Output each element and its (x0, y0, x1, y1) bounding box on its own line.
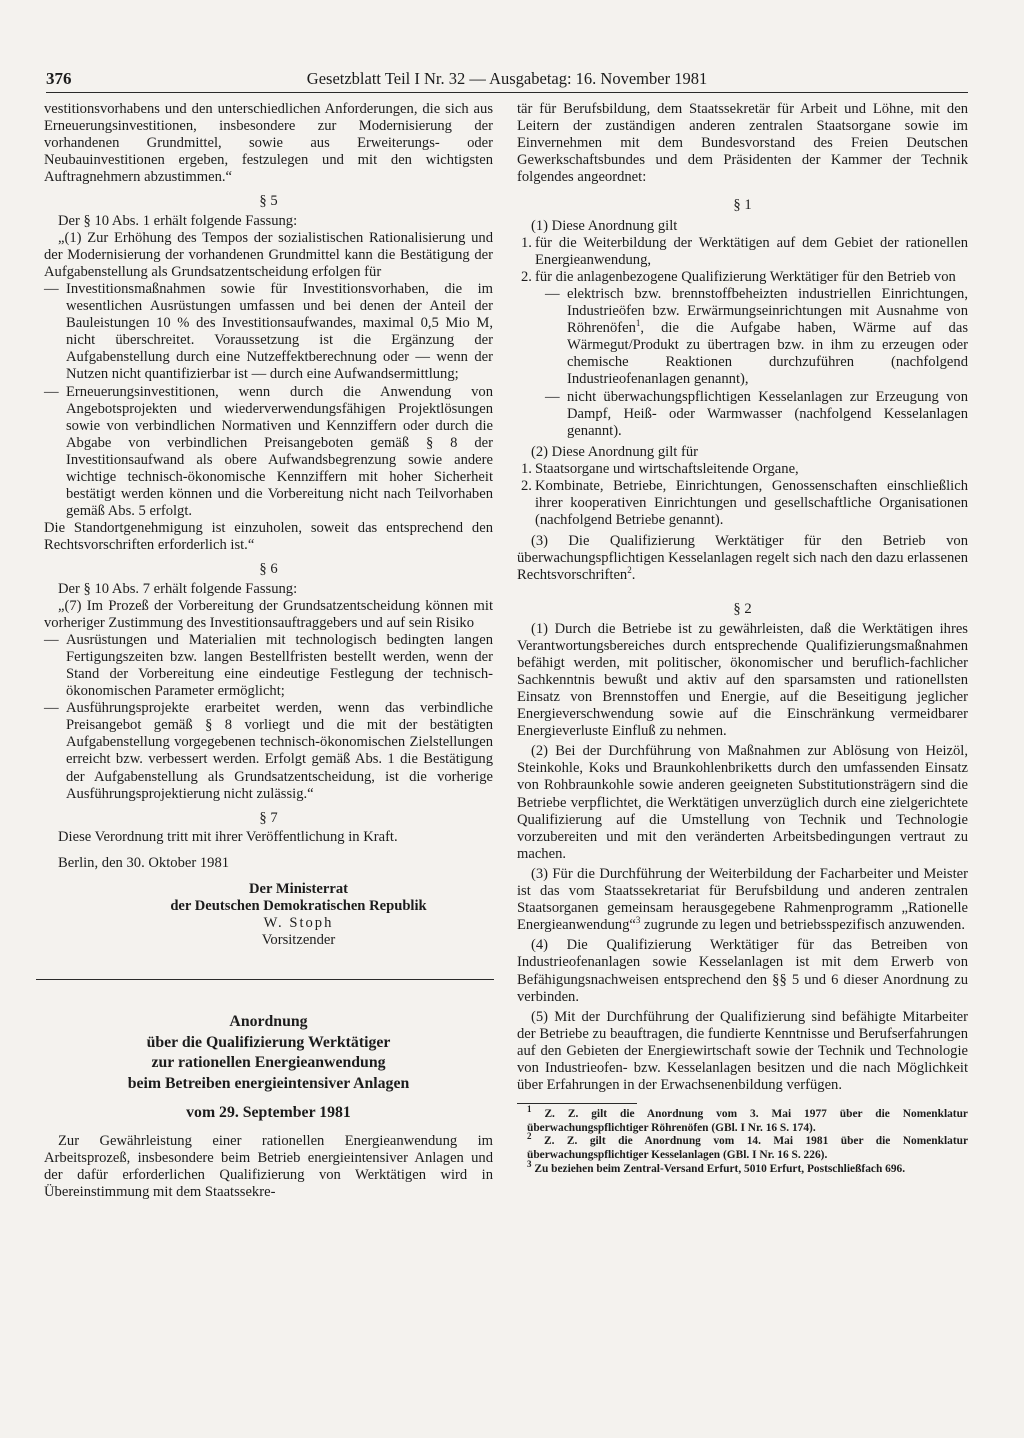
section-heading: § 2 (733, 600, 752, 617)
numbered-item-text: Staatsorgane und wirtschaftsleitende Organe, (535, 460, 799, 477)
signature-role: Vorsitzender (261, 932, 336, 949)
document-title (44, 1012, 493, 1094)
dash-item-text: , die die Aufgabe haben, Wärme auf das Wärmegut/Produkt zu übertragen bzw. in ihm zu erzeugen oder chemische Reaktionen durchzuführen (nachfolgend Industrieofenanlagen genannt), (567, 320, 968, 388)
paragraph: (5) Mit der Durchführung der Qualifizierung sind befähigte Mitarbeiter der Betriebe zu beauftragen, die fundierte Kenntnisse und Berufserfahrungen auf den Gebieten der Energiewirtschaft sowie der Technik und Technologie von Industrieofen- bzw. Kesselanlagen besitzen und die nach Möglichkeit über Erfahrungen in der Erwachsenenbildung verfügen. (517, 1008, 968, 1094)
dash-item-text: Ausführungsprojekte erarbeitet werden, wenn das verbindliche Preisangebot gemäß § 8 vorliegt und die mit der bestätigten Aufgabenstellung vorgegebenen technisch-ökonomischen Zielstellungen erreicht bzw. verbessert werden. Erfolgt gemäß Abs. 1 die Bestätigung der Aufgabenstellung als Grundsatzentscheidung, ist die vorherige Ausführungsprojektierung nicht zulässig.“ (66, 700, 493, 802)
footnote (517, 1104, 968, 1135)
dash-marker: — (44, 280, 59, 297)
footnote-number: 2 (527, 1131, 532, 1142)
section-heading: § 5 (259, 193, 278, 210)
footnote-number: 1 (527, 1104, 532, 1115)
dash-item (517, 286, 968, 389)
dash-item-text: Ausrüstungen und Materialien mit technologisch bedingten langen Fertigungszeiten bzw. langen Bestellfristen bestellt werden, wenn der Stand der Vorbereitung eine eindeutige Festlegung der technisch-ökonomischen Parameter ermöglicht; (66, 631, 493, 700)
paragraph: Der § 10 Abs. 1 erhält folgende Fassung: (58, 212, 298, 229)
dash-marker: — (545, 388, 560, 405)
paragraph: tär für Berufsbildung, dem Staatssekretär für Arbeit und Löhne, mit den Leitern der zuständigen anderen zentralen Staatsorgane sowie im Einvernehmen mit dem Bundesvorstand des Freien Deutschen Gewerkschaftsbundes und dem Präsidenten der Kammer der Technik folgendes angeordnet: (517, 101, 968, 186)
paragraph: Zur Gewährleistung einer rationellen Energieanwendung im Arbeitsprozeß, insbesondere beim Betrieb energieintensiver Anlagen und der dafür erforderlichen Qualifizierung von Werktätigen wird in Übereinstimmung mit dem Staatssekre- (44, 1133, 493, 1201)
dash-item (44, 632, 493, 700)
item-number: 1. (521, 460, 532, 477)
item-number: 2. (521, 477, 532, 494)
numbered-item (517, 269, 968, 286)
right-column (517, 101, 968, 1176)
dash-item-text: Erneuerungsinvestitionen, wenn durch die Anwendung von Angebotsprojekten und wiederverwendungsfähigen Projektlösungen sowie von verbindlichen Normativen und Kennziffern oder durch die Abgabe von verbindlichen Preisangeboten gemäß § 8 der Investitionsaufwand als obere Aufwandsbegrenzung sowie andere wichtige technisch-ökonomische Kennziffern mit hoher Sicherheit bestätigt werden können und die Vorbereitung nicht nach Teilvorhaben gemäß Abs. 5 erfolgt. (66, 383, 493, 520)
dash-item (44, 384, 493, 521)
signature-line: Der Ministerrat (248, 881, 348, 898)
numbered-item (517, 478, 968, 529)
title-line: zur rationellen Energieanwendung (151, 1054, 386, 1072)
dash-item (44, 281, 493, 384)
item-number: 2. (521, 268, 532, 285)
footnote-text: Zu beziehen beim Zentral-Versand Erfurt, 5010 Erfurt, Postschließfach 696. (534, 1162, 906, 1175)
numbered-item-text: für die anlagenbezogene Qualifizierung Werktätiger für den Betrieb von (535, 268, 956, 285)
footnotes (517, 1104, 968, 1176)
page-number: 376 (46, 69, 72, 88)
paragraph: (4) Die Qualifizierung Werktätiger für das Betreiben von Industrieofenanlagen sowie Kesselanlagen ist mit dem Erwerb von Befähigungsnachweisen entsprechend den §§ 5 und 6 dieser Anordnung zu verbinden. (517, 937, 968, 1005)
paragraph: (3) Die Qualifizierung Werktätiger für den Betrieb von überwachungspflichtigen Kesselanlagen regelt sich nach den dazu erlassenen Rechtsvorschriften$^2$. (517, 533, 969, 584)
dash-item-text: elektrisch bzw. brennstoffbeheizten industriellen Einrichtungen, Industrieöfen bzw. Erwärmungseinrichtungen mit Ausnahme von Röhrenöfen (567, 285, 968, 337)
paragraph: (1) Durch die Betriebe ist zu gewährleisten, daß die Werktätigen ihres Verantwortungsbereiches durch entsprechende Qualifizierungsmaßnahmen befähigt werden, mit politischer, ökonomischer und beruflich-fachlicher Sachkenntnis bewußt und aktiv auf den sparsamsten und rationellsten Einsatz von Brennstoffen und Energie, auf die Beseitigung jeglicher Energieverschwendung sowie auf die Einschränkung vermeidbarer Energieverluste Einfluß zu nehmen. (517, 620, 968, 740)
footnote-divider (517, 1103, 637, 1104)
paragraph: (1) Diese Anordnung gilt (531, 217, 678, 234)
paragraph: (2) Bei der Durchführung von Maßnahmen zur Ablösung von Heizöl, Steinkohle, Koks und Braunkohlenbriketts durch den umfassenden Einsatz von Rohbraunkohle sowie anderen geeigneten Substitutionsträgern sind die Betriebe verpflichtet, die Werktätigen unverzüglich durch eine zielgerichtete Qualifizierung auf die Umstellung von Technik und Technologie vorzubereiten und mit den veränderten Arbeitsbedingungen vertraut zu machen. (517, 743, 968, 862)
footnote-ref: 2 (627, 565, 632, 576)
paragraph: Diese Verordnung tritt mit ihrer Veröffentlichung in Kraft. (58, 828, 398, 845)
dash-marker: — (44, 700, 59, 717)
dash-marker: — (545, 285, 560, 302)
paragraph: Die Standortgenehmigung ist einzuholen, soweit das entsprechend den Rechtsvorschriften erforderlich ist.“ (44, 520, 493, 554)
paragraph-text: (3) Für die Durchführung der Weiterbildung der Facharbeiter und Meister ist das vom Staatssekretariat für Berufsbildung und anderen zentralen Staatsorganen gemeinsam herausgegebene Rahmenprogramm „Rationelle Energieanwendung“ (517, 865, 968, 934)
paragraph: vestitionsvorhabens und den unterschiedlichen Anforderungen, die sich aus Erneuerungsinvestitionen, insbesondere zur Modernisierung der vorhandenen Grundmittel, sowie aus Erweiterungs- oder Neubauinvestitionen ergeben, festzulegen und mit den wichtigsten Auftragnehmern abzustimmen.“ (44, 101, 493, 186)
signature-name: W. Stoph (263, 915, 334, 932)
paragraph-text: zugrunde zu legen und betriebsspezifisch anzuwenden. (640, 917, 965, 934)
signature-block (104, 881, 493, 949)
numbered-item-text: Kombinate, Betriebe, Einrichtungen, Genossenschaften einschließlich ihrer kooperativen Einrichtungen und gesellschaftliche Organisationen (nachfolgend Betriebe genannt). (535, 477, 968, 529)
place-date: Berlin, den 30. Oktober 1981 (58, 854, 230, 871)
section-heading: § 1 (733, 197, 752, 214)
title-date: vom 29. September 1981 (186, 1104, 351, 1122)
dash-item (517, 389, 968, 440)
title-line: beim Betreiben energieintensiver Anlagen (127, 1074, 410, 1092)
numbered-item (517, 461, 968, 478)
signature-line: der Deutschen Demokratischen Republik (170, 898, 427, 915)
paragraph: (2) Diese Anordnung gilt für (531, 443, 698, 460)
numbered-item-text: für die Weiterbildung der Werktätigen auf dem Gebiet der rationellen Energieanwendung, (535, 234, 968, 268)
paragraph-text: (3) Die Qualifizierung Werktätiger für den Betrieb von überwachungspflichtigen Kesselanlagen regelt sich nach den dazu erlassenen Rechtsvorschriften (517, 533, 969, 584)
section-heading: § 6 (259, 561, 278, 578)
paragraph: „(1) Zur Erhöhung des Tempos der sozialistischen Rationalisierung und der Modernisierung der vorhandenen Grundmittel kann die Bestätigung der Aufgabenstellung als Grundsatzentscheidung erfolgen für (44, 229, 493, 280)
footnote (517, 1131, 968, 1162)
footnote-number: 3 (527, 1158, 532, 1169)
divider (36, 979, 494, 980)
paragraph: „(7) Im Prozeß der Vorbereitung der Grundsatzentscheidung können mit vorheriger Zustimmung des Investitionsauftraggebers und auf sein Risiko (44, 597, 493, 631)
dash-marker: — (44, 631, 59, 648)
footnote-text: Z. Z. gilt die Anordnung vom 3. Mai 1977 über die Nomenklatur überwachungspflichtiger Röhrenöfen (GBl. I Nr. 16 S. 174). (527, 1108, 968, 1134)
dash-item-text: nicht überwachungspflichtigen Kesselanlagen zur Erzeugung von Dampf, Heiß- oder Warmwasser (nachfolgend Kesselanlagen genannt). (567, 388, 968, 439)
footnote (517, 1158, 968, 1177)
left-column (44, 101, 493, 1202)
page-header (46, 70, 968, 93)
header-title: Gesetzblatt Teil I Nr. 32 — Ausgabetag: 16. November 1981 (306, 69, 708, 88)
footnote-text: Z. Z. gilt die Anordnung vom 14. Mai 1981 über die Nomenklatur überwachungspflichtiger Kesselanlagen (GBl. I Nr. 16 S. 226). (527, 1135, 968, 1161)
numbered-item (517, 235, 968, 269)
paragraph: Der § 10 Abs. 7 erhält folgende Fassung: (58, 580, 298, 597)
dash-marker: — (44, 383, 59, 400)
title-line: über die Qualifizierung Werktätiger (146, 1033, 391, 1051)
footnote-ref: 3 (635, 915, 641, 926)
paragraph (517, 866, 968, 934)
section-heading: § 7 (259, 809, 278, 826)
item-number: 1. (521, 234, 532, 251)
dash-item-text: Investitionsmaßnahmen sowie für Investitionsvorhaben, die im wesentlichen Ausrüstungen umfassen und bei denen der Anteil der Bauleistungen 10 % des Investitionsaufwandes, maximal 0,5 Mio M, nicht überschreitet. Voraussetzung ist die Ergänzung der Aufgabenstellung durch eine Nutzeffektberechnung oder — wenn der Nutzen nicht quantifizierbar ist — durch eine Aufwandsermittlung; (66, 280, 493, 383)
title-line: Anordnung (229, 1013, 308, 1031)
footnote-ref: 1 (635, 318, 641, 329)
dash-item (44, 700, 493, 803)
